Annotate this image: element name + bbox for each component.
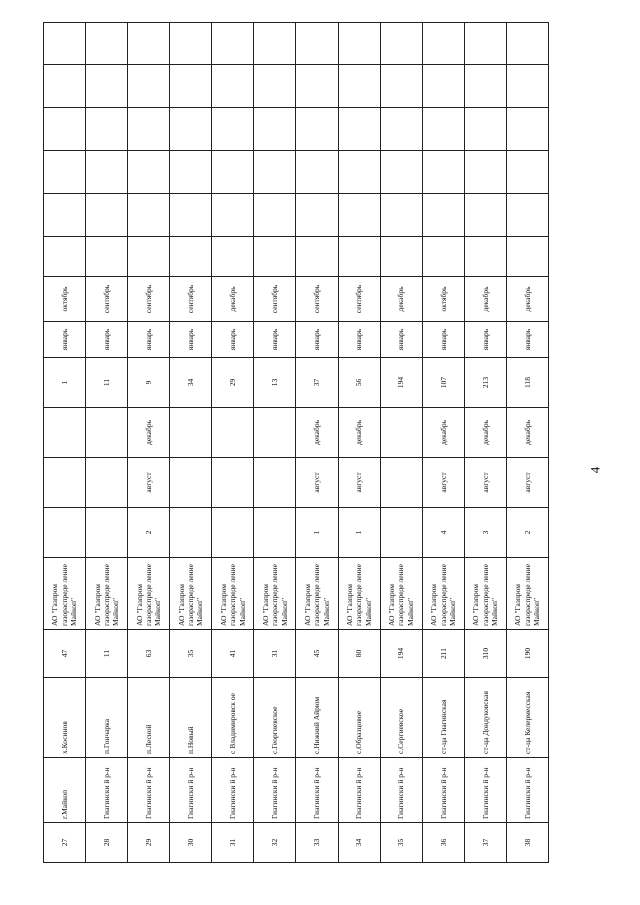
start-month-cell: январь	[380, 322, 422, 358]
month-end-cell: декабрь	[422, 408, 464, 458]
count-cell: 194	[380, 630, 422, 678]
empty-cell	[380, 23, 422, 65]
empty-cell	[128, 151, 170, 194]
start-month-cell: январь	[338, 322, 380, 358]
row-number: 32	[254, 823, 296, 863]
quantity-cell	[170, 508, 212, 558]
start-month-cell: январь	[170, 322, 212, 358]
month-end-cell	[254, 408, 296, 458]
empty-cell	[86, 194, 128, 237]
table-row	[44, 23, 86, 863]
month-start-cell	[86, 458, 128, 508]
settlement-cell: п.Гончарка	[86, 678, 128, 758]
table-row	[170, 23, 212, 863]
quantity-cell	[86, 508, 128, 558]
start-month-cell: январь	[254, 322, 296, 358]
start-month-cell: январь	[464, 322, 506, 358]
empty-cell	[212, 237, 254, 277]
end-month-cell: декабрь	[506, 277, 548, 322]
operator-cell: АО "Газпром газораспреде ление Майкоп"	[380, 558, 422, 630]
start-month-cell: январь	[86, 322, 128, 358]
empty-cell	[422, 65, 464, 108]
month-end-cell: декабрь	[296, 408, 338, 458]
page-number: 4	[587, 466, 603, 474]
district-cell: Гиагински й р-н	[170, 758, 212, 823]
table-row	[128, 23, 170, 863]
end-month-cell: декабрь	[464, 277, 506, 322]
quantity-cell: 3	[464, 508, 506, 558]
month-start-cell: август	[464, 458, 506, 508]
value-cell: 9	[128, 358, 170, 408]
settlement-cell: с.Нижний Айрюм	[296, 678, 338, 758]
settlement-cell: п.Лесной	[128, 678, 170, 758]
district-cell: Гиагински й р-н	[254, 758, 296, 823]
empty-cell	[212, 151, 254, 194]
empty-cell	[128, 108, 170, 151]
empty-cell	[422, 23, 464, 65]
empty-cell	[128, 65, 170, 108]
row-number: 35	[380, 823, 422, 863]
month-start-cell	[44, 458, 86, 508]
start-month-cell: январь	[296, 322, 338, 358]
table-body	[44, 23, 549, 863]
count-cell: 80	[338, 630, 380, 678]
start-month-cell: январь	[212, 322, 254, 358]
value-cell: 56	[338, 358, 380, 408]
value-cell: 29	[212, 358, 254, 408]
empty-cell	[44, 151, 86, 194]
empty-cell	[380, 237, 422, 277]
empty-cell	[170, 237, 212, 277]
empty-cell	[506, 23, 548, 65]
end-month-cell: сентябрь	[128, 277, 170, 322]
district-cell: Гиагински й р-н	[338, 758, 380, 823]
empty-cell	[296, 65, 338, 108]
empty-cell	[296, 23, 338, 65]
table-row	[338, 23, 380, 863]
count-cell: 190	[506, 630, 548, 678]
month-start-cell: август	[506, 458, 548, 508]
month-start-cell	[170, 458, 212, 508]
empty-cell	[212, 194, 254, 237]
count-cell: 11	[86, 630, 128, 678]
end-month-cell: сентябрь	[254, 277, 296, 322]
empty-cell	[296, 237, 338, 277]
empty-cell	[464, 194, 506, 237]
table-row	[296, 23, 338, 863]
count-cell: 41	[212, 630, 254, 678]
quantity-cell: 4	[422, 508, 464, 558]
operator-cell: АО "Газпром газораспреде ление Майкоп"	[422, 558, 464, 630]
operator-cell: АО "Газпром газораспреде ление Майкоп"	[254, 558, 296, 630]
empty-cell	[170, 108, 212, 151]
month-end-cell	[86, 408, 128, 458]
value-cell: 107	[422, 358, 464, 408]
empty-cell	[380, 194, 422, 237]
start-month-cell: январь	[44, 322, 86, 358]
value-cell: 37	[296, 358, 338, 408]
district-cell: Гиагински й р-н	[464, 758, 506, 823]
district-cell: Гиагински й р-н	[506, 758, 548, 823]
value-cell: 13	[254, 358, 296, 408]
quantity-cell: 2	[506, 508, 548, 558]
quantity-cell	[44, 508, 86, 558]
month-end-cell	[170, 408, 212, 458]
empty-cell	[422, 108, 464, 151]
district-cell: Гиагински й р-н	[86, 758, 128, 823]
empty-cell	[296, 194, 338, 237]
end-month-cell: декабрь	[212, 277, 254, 322]
empty-cell	[338, 23, 380, 65]
empty-cell	[254, 194, 296, 237]
settlement-cell: п.Новый	[170, 678, 212, 758]
operator-cell: АО "Газпром газораспреде ление Майкоп"	[170, 558, 212, 630]
empty-cell	[338, 151, 380, 194]
value-cell: 1	[44, 358, 86, 408]
value-cell: 11	[86, 358, 128, 408]
empty-cell	[128, 23, 170, 65]
row-number: 37	[464, 823, 506, 863]
empty-cell	[170, 23, 212, 65]
empty-cell	[296, 108, 338, 151]
month-end-cell	[212, 408, 254, 458]
value-cell: 194	[380, 358, 422, 408]
empty-cell	[86, 108, 128, 151]
row-number: 36	[422, 823, 464, 863]
settlement-cell: с.Георгиевское	[254, 678, 296, 758]
settlement-cell: с.Сергиевское	[380, 678, 422, 758]
empty-cell	[254, 23, 296, 65]
operator-cell: АО "Газпром газораспреде ление Майкоп"	[464, 558, 506, 630]
quantity-cell: 2	[128, 508, 170, 558]
quantity-cell: 1	[338, 508, 380, 558]
empty-cell	[506, 151, 548, 194]
empty-cell	[44, 108, 86, 151]
month-end-cell	[380, 408, 422, 458]
empty-cell	[170, 65, 212, 108]
empty-cell	[212, 108, 254, 151]
empty-cell	[86, 65, 128, 108]
quantity-cell: 1	[296, 508, 338, 558]
district-cell: Гиагински й р-н	[128, 758, 170, 823]
month-start-cell: август	[296, 458, 338, 508]
row-number: 29	[128, 823, 170, 863]
operator-cell: АО "Газпром газораспреде ление Майкоп"	[296, 558, 338, 630]
empty-cell	[422, 237, 464, 277]
empty-cell	[338, 237, 380, 277]
quantity-cell	[212, 508, 254, 558]
end-month-cell: сентябрь	[86, 277, 128, 322]
month-end-cell	[44, 408, 86, 458]
month-start-cell	[212, 458, 254, 508]
empty-cell	[380, 65, 422, 108]
empty-cell	[212, 65, 254, 108]
empty-cell	[86, 23, 128, 65]
empty-cell	[464, 23, 506, 65]
empty-cell	[506, 65, 548, 108]
quantity-cell	[380, 508, 422, 558]
empty-cell	[44, 23, 86, 65]
row-number: 27	[44, 823, 86, 863]
settlement-cell: с Владимировск ое	[212, 678, 254, 758]
row-number: 34	[338, 823, 380, 863]
empty-cell	[128, 194, 170, 237]
operator-cell: АО "Газпром газораспреде ление Майкоп"	[506, 558, 548, 630]
gasification-table	[43, 22, 549, 863]
table-row	[422, 23, 464, 863]
district-cell: Гиагински й р-н	[212, 758, 254, 823]
count-cell: 31	[254, 630, 296, 678]
month-end-cell: декабрь	[128, 408, 170, 458]
empty-cell	[296, 151, 338, 194]
empty-cell	[254, 151, 296, 194]
district-cell: Гиагински й р-н	[380, 758, 422, 823]
value-cell: 118	[506, 358, 548, 408]
operator-cell: АО "Газпром газораспреде ление Майкоп"	[212, 558, 254, 630]
rotated-table-wrapper	[43, 43, 549, 863]
count-cell: 310	[464, 630, 506, 678]
empty-cell	[44, 237, 86, 277]
empty-cell	[422, 151, 464, 194]
empty-cell	[338, 65, 380, 108]
start-month-cell: январь	[422, 322, 464, 358]
month-start-cell	[380, 458, 422, 508]
table-row	[254, 23, 296, 863]
quantity-cell	[254, 508, 296, 558]
table-row	[380, 23, 422, 863]
empty-cell	[338, 194, 380, 237]
district-cell: г.Майкоп	[44, 758, 86, 823]
settlement-cell: ст-ца Дондуковская	[464, 678, 506, 758]
district-cell: Гиагински й р-н	[422, 758, 464, 823]
settlement-cell: ст-ца Келермесская	[506, 678, 548, 758]
month-start-cell: август	[128, 458, 170, 508]
end-month-cell: декабрь	[380, 277, 422, 322]
row-number: 28	[86, 823, 128, 863]
month-end-cell: декабрь	[506, 408, 548, 458]
end-month-cell: сентябрь	[170, 277, 212, 322]
count-cell: 45	[296, 630, 338, 678]
month-start-cell	[254, 458, 296, 508]
empty-cell	[506, 237, 548, 277]
count-cell: 63	[128, 630, 170, 678]
operator-cell: АО "Газпром газораспреде ление Майкоп"	[44, 558, 86, 630]
end-month-cell: сентябрь	[338, 277, 380, 322]
value-cell: 34	[170, 358, 212, 408]
operator-cell: АО "Газпром газораспреде ление Майкоп"	[338, 558, 380, 630]
empty-cell	[422, 194, 464, 237]
start-month-cell: январь	[506, 322, 548, 358]
empty-cell	[380, 108, 422, 151]
count-cell: 35	[170, 630, 212, 678]
empty-cell	[380, 151, 422, 194]
end-month-cell: сентябрь	[296, 277, 338, 322]
empty-cell	[44, 194, 86, 237]
table-row	[506, 23, 548, 863]
row-number: 31	[212, 823, 254, 863]
table-row	[86, 23, 128, 863]
empty-cell	[170, 151, 212, 194]
row-number: 38	[506, 823, 548, 863]
empty-cell	[86, 237, 128, 277]
empty-cell	[506, 194, 548, 237]
start-month-cell: январь	[128, 322, 170, 358]
row-number: 30	[170, 823, 212, 863]
month-end-cell: декабрь	[464, 408, 506, 458]
empty-cell	[86, 151, 128, 194]
row-number: 33	[296, 823, 338, 863]
month-end-cell: декабрь	[338, 408, 380, 458]
operator-cell: АО "Газпром газораспреде ление Майкоп"	[128, 558, 170, 630]
empty-cell	[464, 237, 506, 277]
empty-cell	[464, 151, 506, 194]
table-row	[212, 23, 254, 863]
empty-cell	[212, 23, 254, 65]
empty-cell	[464, 65, 506, 108]
month-start-cell: август	[338, 458, 380, 508]
count-cell: 47	[44, 630, 86, 678]
value-cell: 213	[464, 358, 506, 408]
end-month-cell: октябрь	[44, 277, 86, 322]
empty-cell	[254, 65, 296, 108]
empty-cell	[128, 237, 170, 277]
count-cell: 211	[422, 630, 464, 678]
operator-cell: АО "Газпром газораспреде ление Майкоп"	[86, 558, 128, 630]
empty-cell	[254, 237, 296, 277]
empty-cell	[44, 65, 86, 108]
month-start-cell: август	[422, 458, 464, 508]
empty-cell	[464, 108, 506, 151]
empty-cell	[254, 108, 296, 151]
empty-cell	[506, 108, 548, 151]
settlement-cell: ст-ца Гиагинская	[422, 678, 464, 758]
end-month-cell: октябрь	[422, 277, 464, 322]
table-row	[464, 23, 506, 863]
empty-cell	[170, 194, 212, 237]
settlement-cell: х.Косинов	[44, 678, 86, 758]
settlement-cell: с.Образцовое	[338, 678, 380, 758]
empty-cell	[338, 108, 380, 151]
district-cell: Гиагински й р-н	[296, 758, 338, 823]
